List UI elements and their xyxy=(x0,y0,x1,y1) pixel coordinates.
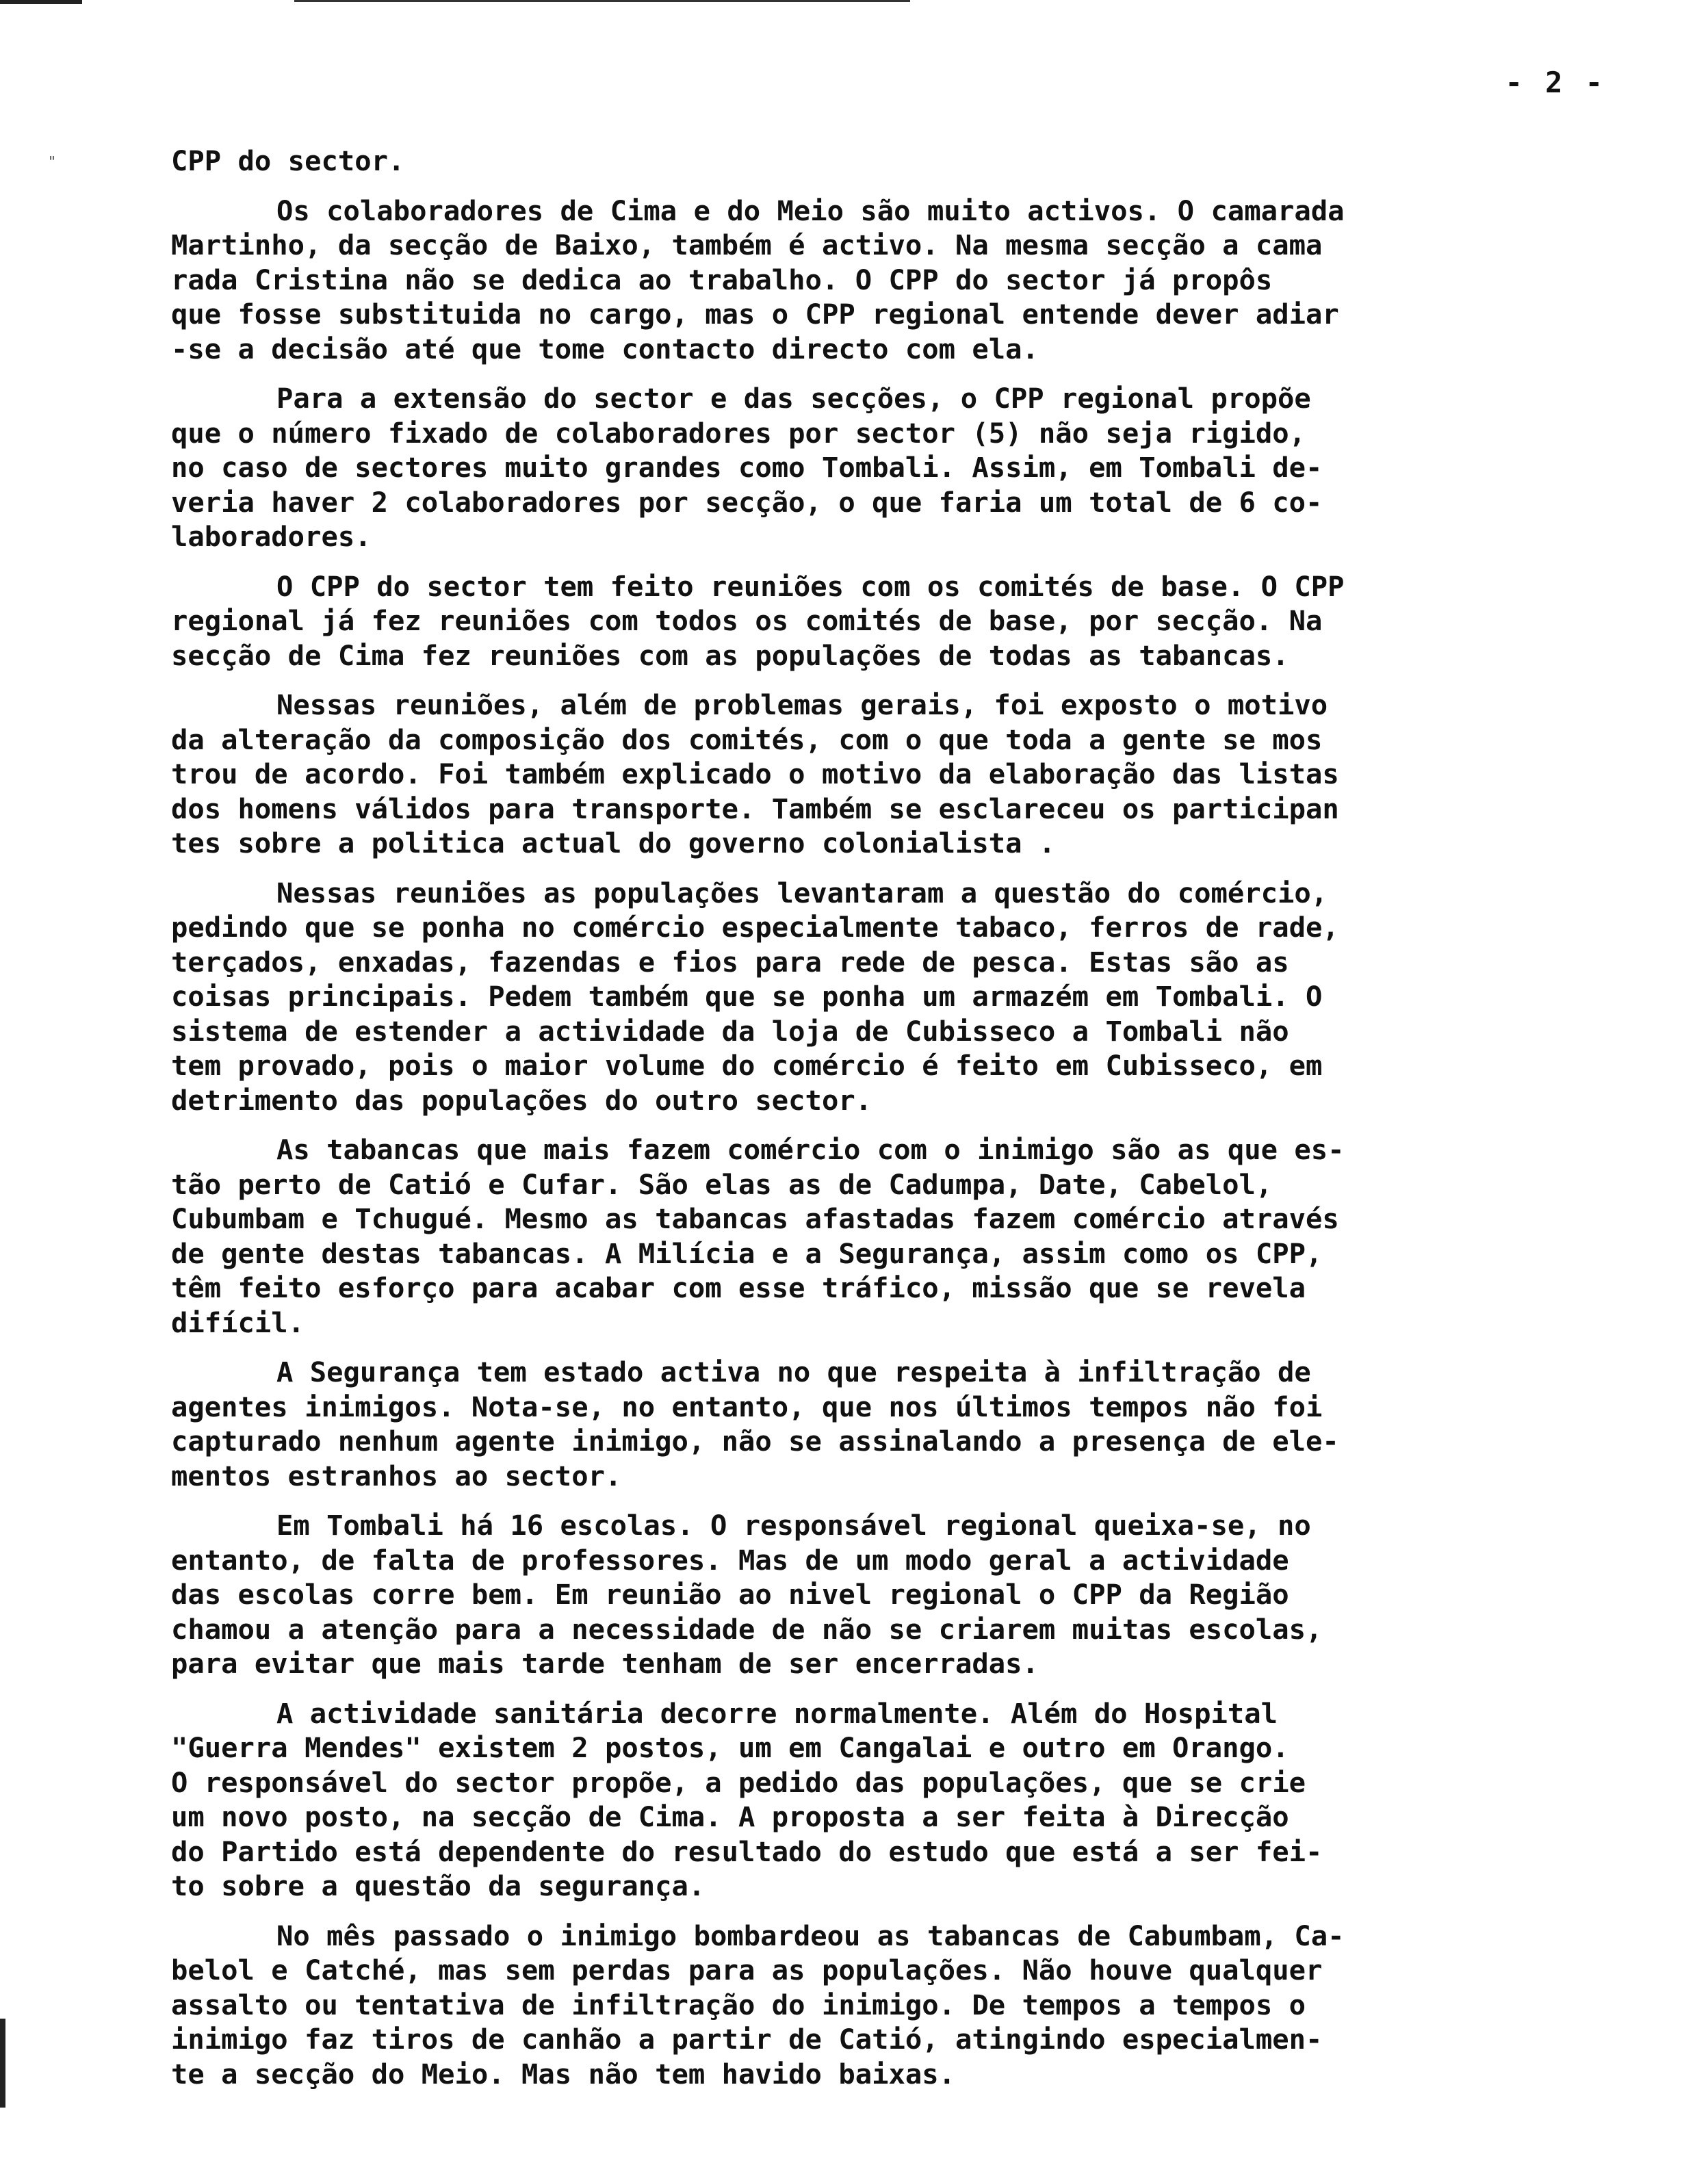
text-line: As tabancas que mais fazem comércio com o inimigo são as que es- xyxy=(276,1133,1345,1166)
paragraph xyxy=(171,1132,1642,1340)
paragraph xyxy=(171,688,1642,861)
text-line: mentos estranhos ao sector. xyxy=(171,1459,622,1492)
text-line: te a secção do Meio. Mas não tem havido baixas. xyxy=(171,2057,956,2090)
text-line: CPP do sector. xyxy=(171,144,405,177)
text-line: Martinho, da secção de Baixo, também é activo. Na mesma secção a cama xyxy=(171,229,1323,261)
text-line: O responsável do sector propõe, a pedido das populações, que se crie xyxy=(171,1765,1306,1799)
text-line: Em Tombali há 16 escolas. O responsável regional queixa-se, no xyxy=(276,1509,1311,1542)
text-line: da alteração da composição dos comités, com o que toda a gente se mos xyxy=(171,723,1323,756)
paragraph xyxy=(171,876,1642,1118)
text-line: tem provado, pois o maior volume do comércio é feito em Cubisseco, em xyxy=(171,1049,1323,1082)
text-line: têm feito esforço para acabar com esse tráfico, missão que se revela xyxy=(171,1271,1306,1304)
text-line: para evitar que mais tarde tenham de ser encerradas. xyxy=(171,1647,1039,1680)
text-line: entanto, de falta de professores. Mas de um modo geral a actividade xyxy=(171,1543,1289,1577)
text-line: de gente destas tabancas. A Milícia e a Segurança, assim como os CPP, xyxy=(171,1236,1323,1270)
text-line: -se a decisão até que tome contacto directo com ela. xyxy=(171,332,1039,365)
text-line: chamou a atenção para a necessidade de não se criarem muitas escolas, xyxy=(171,1612,1323,1646)
text-line: terçados, enxadas, fazendas e fios para rede de pesca. Estas são as xyxy=(171,945,1289,979)
text-line: um novo posto, na secção de Cima. A proposta a ser feita à Direcção xyxy=(171,1800,1289,1833)
text-line: veria haver 2 colaboradores por secção, o que faria um total de 6 co- xyxy=(171,485,1323,519)
text-line: A actividade sanitária decorre normalmente. Além do Hospital xyxy=(276,1696,1278,1730)
text-line: No mês passado o inimigo bombardeou as tabancas de Cabumbam, Ca- xyxy=(276,1919,1345,1952)
paragraph xyxy=(171,1696,1642,1904)
text-line: sistema de estender a actividade da loja de Cubisseco a Tombali não xyxy=(171,1014,1289,1048)
text-line: coisas principais. Pedem também que se ponha um armazém em Tombali. O xyxy=(171,980,1323,1013)
text-line: Cubumbam e Tchugué. Mesmo as tabancas afastadas fazem comércio através xyxy=(171,1202,1339,1235)
text-line: Os colaboradores de Cima e do Meio são muito activos. O camarada xyxy=(276,194,1345,227)
text-line: detrimento das populações do outro sector. xyxy=(171,1083,872,1117)
text-line: agentes inimigos. Nota-se, no entanto, que nos últimos tempos não foi xyxy=(171,1390,1323,1423)
paragraph xyxy=(171,1355,1642,1493)
paragraph xyxy=(171,1508,1642,1681)
text-line: assalto ou tentativa de infiltração do inimigo. De tempos a tempos o xyxy=(171,1988,1306,2021)
text-line: pedindo que se ponha no comércio especialmente tabaco, ferros de rade, xyxy=(171,911,1339,944)
paragraph xyxy=(171,1919,1642,2092)
text-line: que fosse substituida no cargo, mas o CPP regional entende dever adiar xyxy=(171,298,1339,331)
text-line: trou de acordo. Foi também explicado o motivo da elaboração das listas xyxy=(171,757,1339,790)
text-line: Nessas reuniões as populações levantaram a questão do comércio, xyxy=(276,876,1328,909)
text-line: tão perto de Catió e Cufar. São elas as de Cadumpa, Date, Cabelol, xyxy=(171,1167,1273,1201)
text-line: do Partido está dependente do resultado do estudo que está a ser fei- xyxy=(171,1835,1323,1868)
text-line: A Segurança tem estado activa no que respeita à infiltração de xyxy=(276,1356,1311,1388)
text-line: capturado nenhum agente inimigo, não se assinalando a presença de ele- xyxy=(171,1425,1339,1458)
text-line: inimigo faz tiros de canhão a partir de Catió, atingindo especialmen- xyxy=(171,2023,1323,2056)
text-line: dos homens válidos para transporte. Também se esclareceu os participan xyxy=(171,792,1339,825)
page-number: - 2 - xyxy=(1505,66,1605,99)
text-line: regional já fez reuniões com todos os comités de base, por secção. Na xyxy=(171,604,1323,637)
paragraph xyxy=(171,569,1642,673)
paragraph xyxy=(171,381,1642,554)
text-line: O CPP do sector tem feito reuniões com os comités de base. O CPP xyxy=(276,569,1345,603)
text-line: to sobre a questão da segurança. xyxy=(171,1869,706,1902)
text-line: no caso de sectores muito grandes como Tombali. Assim, em Tombali de- xyxy=(171,451,1323,484)
text-line: tes sobre a politica actual do governo colonialista . xyxy=(171,827,1056,859)
text-line: belol e Catché, mas sem perdas para as populações. Não houve qualquer xyxy=(171,1954,1323,1986)
paragraph xyxy=(171,194,1642,367)
scan-left-edge-mark xyxy=(0,2019,5,2108)
paragraph-continuation xyxy=(171,144,1642,179)
text-line: Para a extensão do sector e das secções, o CPP regional propõe xyxy=(276,382,1311,415)
margin-mark: " xyxy=(48,153,57,170)
text-line: secção de Cima fez reuniões com as populações de todas as tabancas. xyxy=(171,638,1289,672)
scan-edge-mark xyxy=(0,0,82,4)
text-line: difícil. xyxy=(171,1306,305,1339)
top-rule xyxy=(294,0,910,2)
text-line: "Guerra Mendes" existem 2 postos, um em Cangalai e outro em Orango. xyxy=(171,1731,1289,1764)
text-line: das escolas corre bem. Em reunião ao nivel regional o CPP da Região xyxy=(171,1578,1289,1611)
text-line: Nessas reuniões, além de problemas gerais, foi exposto o motivo xyxy=(276,688,1328,721)
document-body xyxy=(171,144,1642,2106)
text-line: que o número fixado de colaboradores por sector (5) não seja rigido, xyxy=(171,416,1306,450)
text-line: rada Cristina não se dedica ao trabalho. O CPP do sector já propôs xyxy=(171,263,1273,296)
text-line: laboradores. xyxy=(171,520,372,553)
